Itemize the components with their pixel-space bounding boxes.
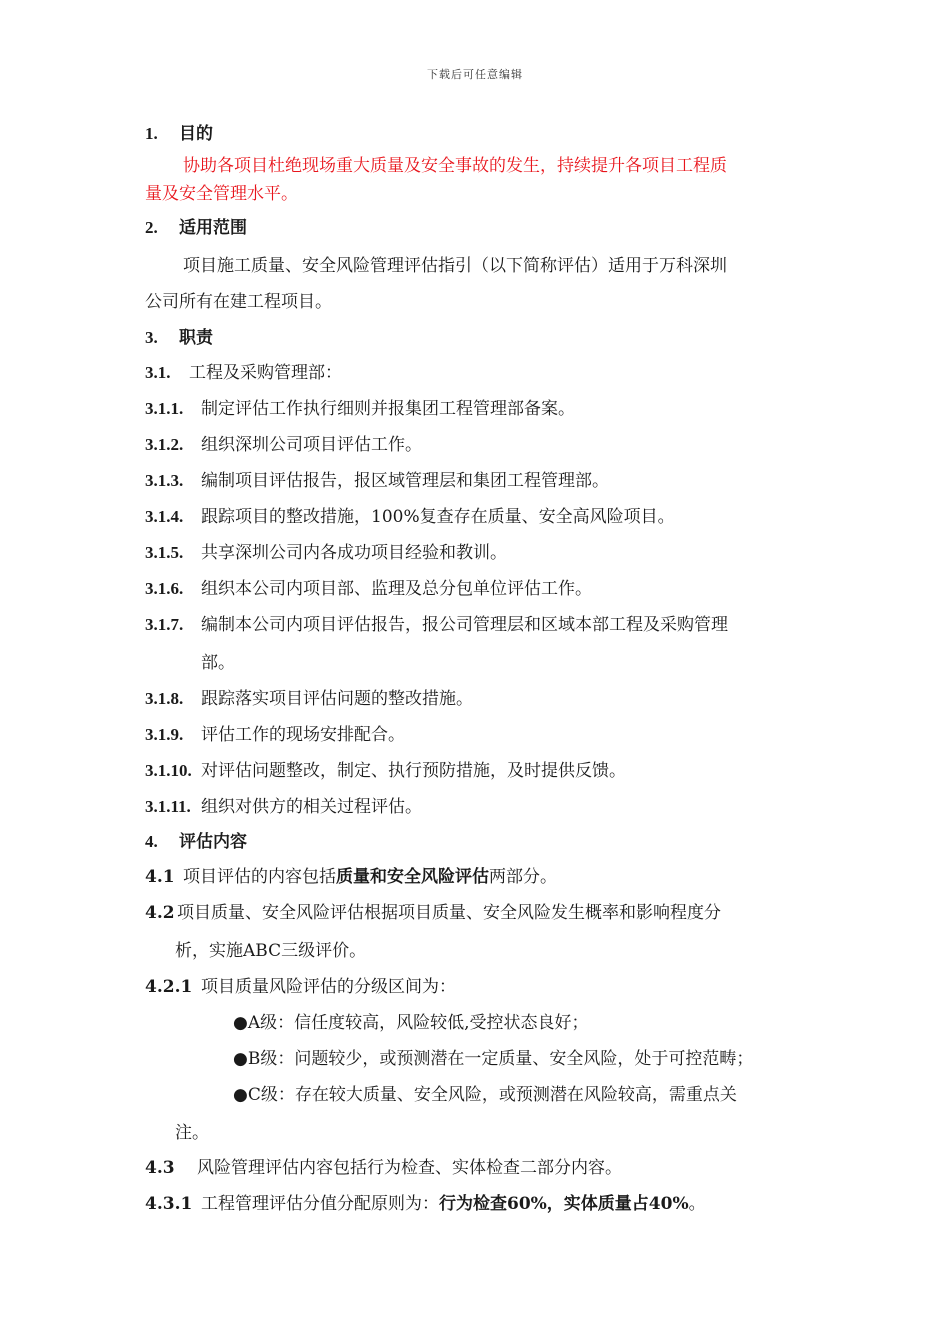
list-item xyxy=(145,397,810,421)
list-item xyxy=(145,577,810,601)
section-4-heading xyxy=(145,830,810,854)
section-title: 目的 xyxy=(179,124,213,144)
subsection-number: 4.3.1 xyxy=(145,1194,193,1214)
item-number: 3.1.5. xyxy=(145,543,184,562)
section-title: 适用范围 xyxy=(179,218,247,238)
subsection-3-1 xyxy=(145,361,810,385)
subsection-number: 4.2.1 xyxy=(145,977,193,997)
list-item xyxy=(145,469,810,493)
subsection-4-1 xyxy=(145,865,810,889)
item-text: 编制本公司内项目评估报告，报公司管理层和区域本部工程及采购管理 xyxy=(201,615,728,635)
section-1-body-line-2: 量及安全管理水平。 xyxy=(145,184,298,204)
page-header: 下载后可任意编辑 xyxy=(427,68,523,81)
subsection-text-bold: 行为检查60%，实体质量占40% xyxy=(439,1194,689,1214)
grade-b-bullet: ●B级：问题较少，或预测潜在一定质量、安全风险，处于可控范畴； xyxy=(233,1049,754,1069)
item-text: 评估工作的现场安排配合。 xyxy=(201,725,405,745)
item-text: 共享深圳公司内各成功项目经验和教训。 xyxy=(201,543,507,563)
item-number: 3.1.6. xyxy=(145,579,184,598)
subsection-number: 3.1. xyxy=(145,363,171,382)
subsection-text-bold: 质量和安全风险评估 xyxy=(336,867,489,887)
subsection-4-2-1 xyxy=(145,975,810,999)
item-text: 跟踪项目的整改措施，100%复查存在质量、安全高风险项目。 xyxy=(201,507,675,527)
list-item xyxy=(145,433,810,457)
subsection-text-post: 两部分。 xyxy=(489,867,557,887)
subsection-text-pre: 项目评估的内容包括 xyxy=(183,867,336,887)
item-text: 制定评估工作执行细则并报集团工程管理部备案。 xyxy=(201,399,575,419)
item-number: 3.1.11. xyxy=(145,797,191,816)
section-2-body-line-1: 项目施工质量、安全风险管理评估指引（以下简称评估）适用于万科深圳 xyxy=(183,256,727,276)
list-item xyxy=(145,505,810,529)
list-item xyxy=(145,723,810,747)
list-item xyxy=(145,759,810,783)
item-text: 组织本公司内项目部、监理及总分包单位评估工作。 xyxy=(201,579,592,599)
grade-c-bullet: ●C级：存在较大质量、安全风险，或预测潜在风险较高，需重点关 xyxy=(233,1085,737,1105)
list-item-continuation: 部。 xyxy=(201,653,235,673)
item-text: 对评估问题整改，制定、执行预防措施，及时提供反馈。 xyxy=(201,761,626,781)
section-number: 2. xyxy=(145,218,158,237)
subsection-number: 4.3 xyxy=(145,1158,175,1178)
list-item xyxy=(145,687,810,711)
section-number: 4. xyxy=(145,832,158,851)
subsection-4-3-1 xyxy=(145,1192,810,1216)
item-text: 组织对供方的相关过程评估。 xyxy=(201,797,422,817)
item-text: 跟踪落实项目评估问题的整改措施。 xyxy=(201,689,473,709)
document-body xyxy=(145,122,810,1216)
subsection-text: 工程及采购管理部： xyxy=(189,363,342,383)
list-item xyxy=(145,541,810,565)
grade-c-bullet-continuation: 注。 xyxy=(175,1123,209,1143)
list-item xyxy=(145,613,810,637)
section-1-body-line-1: 协助各项目杜绝现场重大质量及安全事故的发生，持续提升各项目工程质 xyxy=(183,156,727,176)
section-3-heading xyxy=(145,326,810,350)
subsection-4-2-continuation: 析，实施ABC三级评价。 xyxy=(175,941,367,961)
item-text: 组织深圳公司项目评估工作。 xyxy=(201,435,422,455)
item-number: 3.1.2. xyxy=(145,435,184,454)
item-text: 编制项目评估报告，报区域管理层和集团工程管理部。 xyxy=(201,471,609,491)
section-number: 1. xyxy=(145,124,158,143)
subsection-text: 项目质量、安全风险评估根据项目质量、安全风险发生概率和影响程度分 xyxy=(177,903,721,923)
subsection-number: 4.1 xyxy=(145,867,175,887)
subsection-text-pre: 工程管理评估分值分配原则为： xyxy=(201,1194,439,1214)
item-number: 3.1.7. xyxy=(145,615,184,634)
section-1-heading xyxy=(145,122,810,146)
subsection-number: 4.2 xyxy=(145,903,175,923)
subsection-text: 风险管理评估内容包括行为检查、实体检查二部分内容。 xyxy=(197,1158,622,1178)
section-number: 3. xyxy=(145,328,158,347)
subsection-text-post: 。 xyxy=(688,1194,706,1214)
subsection-4-2 xyxy=(145,901,810,925)
item-number: 3.1.4. xyxy=(145,507,184,526)
section-2-heading xyxy=(145,216,810,240)
item-number: 3.1.9. xyxy=(145,725,184,744)
list-item xyxy=(145,795,810,819)
grade-a-bullet: ●A级：信任度较高，风险较低,受控状态良好； xyxy=(233,1013,589,1033)
item-number: 3.1.10. xyxy=(145,761,192,780)
subsection-4-3 xyxy=(145,1156,810,1180)
section-title: 职责 xyxy=(179,328,213,348)
item-number: 3.1.1. xyxy=(145,399,184,418)
item-number: 3.1.8. xyxy=(145,689,184,708)
section-2-body-line-2: 公司所有在建工程项目。 xyxy=(145,292,332,312)
subsection-text: 项目质量风险评估的分级区间为： xyxy=(201,977,456,997)
section-title: 评估内容 xyxy=(179,832,247,852)
item-number: 3.1.3. xyxy=(145,471,184,490)
